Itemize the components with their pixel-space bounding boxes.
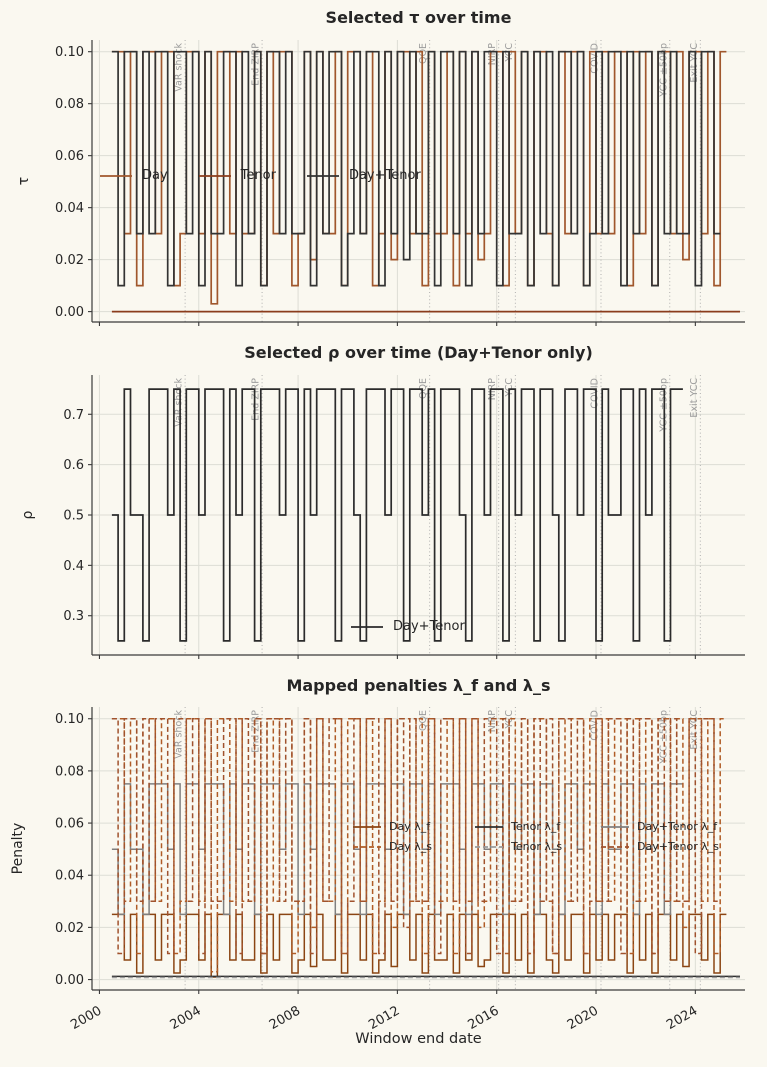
y-tick-label: 0.3 [63,609,84,625]
legend-item-daytenor [306,168,421,183]
event-label: COVID [589,710,601,741]
y-tick-label: 0.04 [55,201,84,217]
legend-line-sample [352,841,382,853]
x-tick-label: 2012 [366,1003,403,1034]
event-label: Exit YCC [688,378,700,418]
tau-legend [99,168,451,183]
rho-panel [0,333,767,668]
event-label: NIRP [487,378,499,401]
y-tick-label: 0.04 [55,868,84,884]
daytenor-line-swatch [306,170,340,182]
event-label: QQE [418,378,430,399]
event-label: Exit YCC [688,710,700,750]
tenor-lambda-f-swatch [474,821,504,833]
event-label: YCC [503,710,515,729]
legend-label-day: Day [142,168,168,183]
y-tick-label: 0.5 [63,508,84,524]
event-label: End ZIRP [250,710,262,753]
x-axis-label: Window end date [355,1031,482,1047]
legend-item-tenor [198,168,276,183]
tau-chart-canvas [0,0,767,333]
penalty-panel [0,668,767,1067]
day-lambda-f-swatch [352,821,382,833]
x-tick-label: 2000 [68,1003,105,1034]
rho-chart-canvas [0,333,767,668]
legend-label-day-lambda-f: Day λ_f [389,820,431,833]
legend-label-tenor-lambda-f: Tenor λ_f [511,820,561,833]
legend-label-day-lambda-s: Day λ_s [389,840,432,853]
legend-item-tenor-lambda-s [474,840,600,853]
legend-line-sample [600,821,630,833]
legend-line-sample [99,170,133,182]
tenor-line-swatch [198,170,232,182]
y-tick-label: 0.7 [63,407,84,423]
event-label: COVID [589,43,601,74]
event-label: YCC ±50bp [658,710,670,764]
event-label: NIRP [487,710,499,733]
legend-line-sample [350,621,384,633]
y-tick-label: 0.10 [55,712,84,728]
legend-label-tenor-lambda-s: Tenor λ_s [511,840,563,853]
event-label: End ZIRP [250,378,262,421]
event-label: VaR shock [173,43,185,92]
legend-label-daytenor-rho: Day+Tenor [393,619,465,634]
y-axis-label: ρ [20,510,36,520]
y-axis-label: Penalty [10,822,26,875]
x-tick-label: 2004 [167,1003,204,1034]
event-label: NIRP [487,43,499,66]
legend-line-sample [198,170,232,182]
y-tick-label: 0.06 [55,149,84,165]
y-tick-label: 0.00 [55,973,84,989]
daytenor-lambda-f-swatch [600,821,630,833]
series-line-day-f [112,914,727,977]
tau-title: Selected τ over time [325,8,512,27]
y-tick-label: 0.08 [55,764,84,780]
legend-item-tenor-lambda-f [474,820,600,833]
day-line-swatch [99,170,133,182]
event-label: End ZIRP [250,43,262,86]
legend-item-day-lambda-s [352,840,474,853]
x-tick-label: 2024 [664,1003,701,1034]
daytenor-rho-line-swatch [350,621,384,633]
legend-label-daytenor-lambda-f: Day+Tenor λ_f [637,820,718,833]
day-lambda-s-swatch [352,841,382,853]
legend-line-sample [352,821,382,833]
legend-label-daytenor: Day+Tenor [348,168,421,183]
legend-line-sample [600,841,630,853]
legend-line-sample [474,841,504,853]
y-tick-label: 0.4 [63,558,84,574]
event-label: Exit YCC [688,43,700,83]
penalty-chart-canvas [0,668,767,1067]
y-tick-label: 0.6 [63,458,84,474]
y-tick-label: 0.00 [55,305,84,321]
tenor-lambda-s-swatch [474,841,504,853]
legend-item-daytenor-lambda-s [600,840,719,853]
rho-legend [350,619,495,634]
tau-panel [0,0,767,333]
penalty-title: Mapped penalties λ_f and λ_s [286,676,551,695]
y-tick-label: 0.06 [55,816,84,832]
y-tick-label: 0.08 [55,97,84,113]
event-label: COVID [589,378,601,409]
legend-item-daytenor-rho [350,619,465,634]
event-label: YCC ±50bp [658,378,670,432]
event-label: VaR shock [173,378,185,427]
legend-line-sample [474,821,504,833]
event-label: QQE [418,710,430,731]
legend-label-tenor: Tenor [240,168,276,183]
legend-item-day-lambda-f [352,820,474,833]
x-tick-label: 2016 [465,1003,502,1034]
event-label: YCC [503,378,515,397]
legend-item-daytenor-lambda-f [600,820,719,833]
penalty-legend [352,820,719,853]
legend-line-sample [306,170,340,182]
x-tick-label: 2020 [564,1003,602,1034]
y-axis-label: τ [16,176,32,186]
event-label: QQE [418,43,430,64]
event-label: YCC ±50bp [658,43,670,97]
y-tick-label: 0.02 [55,920,84,936]
rho-title: Selected ρ over time (Day+Tenor only) [244,343,593,362]
event-label: YCC [503,43,515,62]
y-tick-label: 0.10 [55,45,84,61]
y-tick-label: 0.02 [55,253,84,269]
legend-label-daytenor-lambda-s: Day+Tenor λ_s [637,840,720,853]
daytenor-lambda-s-swatch [600,841,630,853]
event-label: VaR shock [173,710,185,759]
legend-item-day [99,168,168,183]
x-tick-label: 2008 [266,1003,304,1034]
